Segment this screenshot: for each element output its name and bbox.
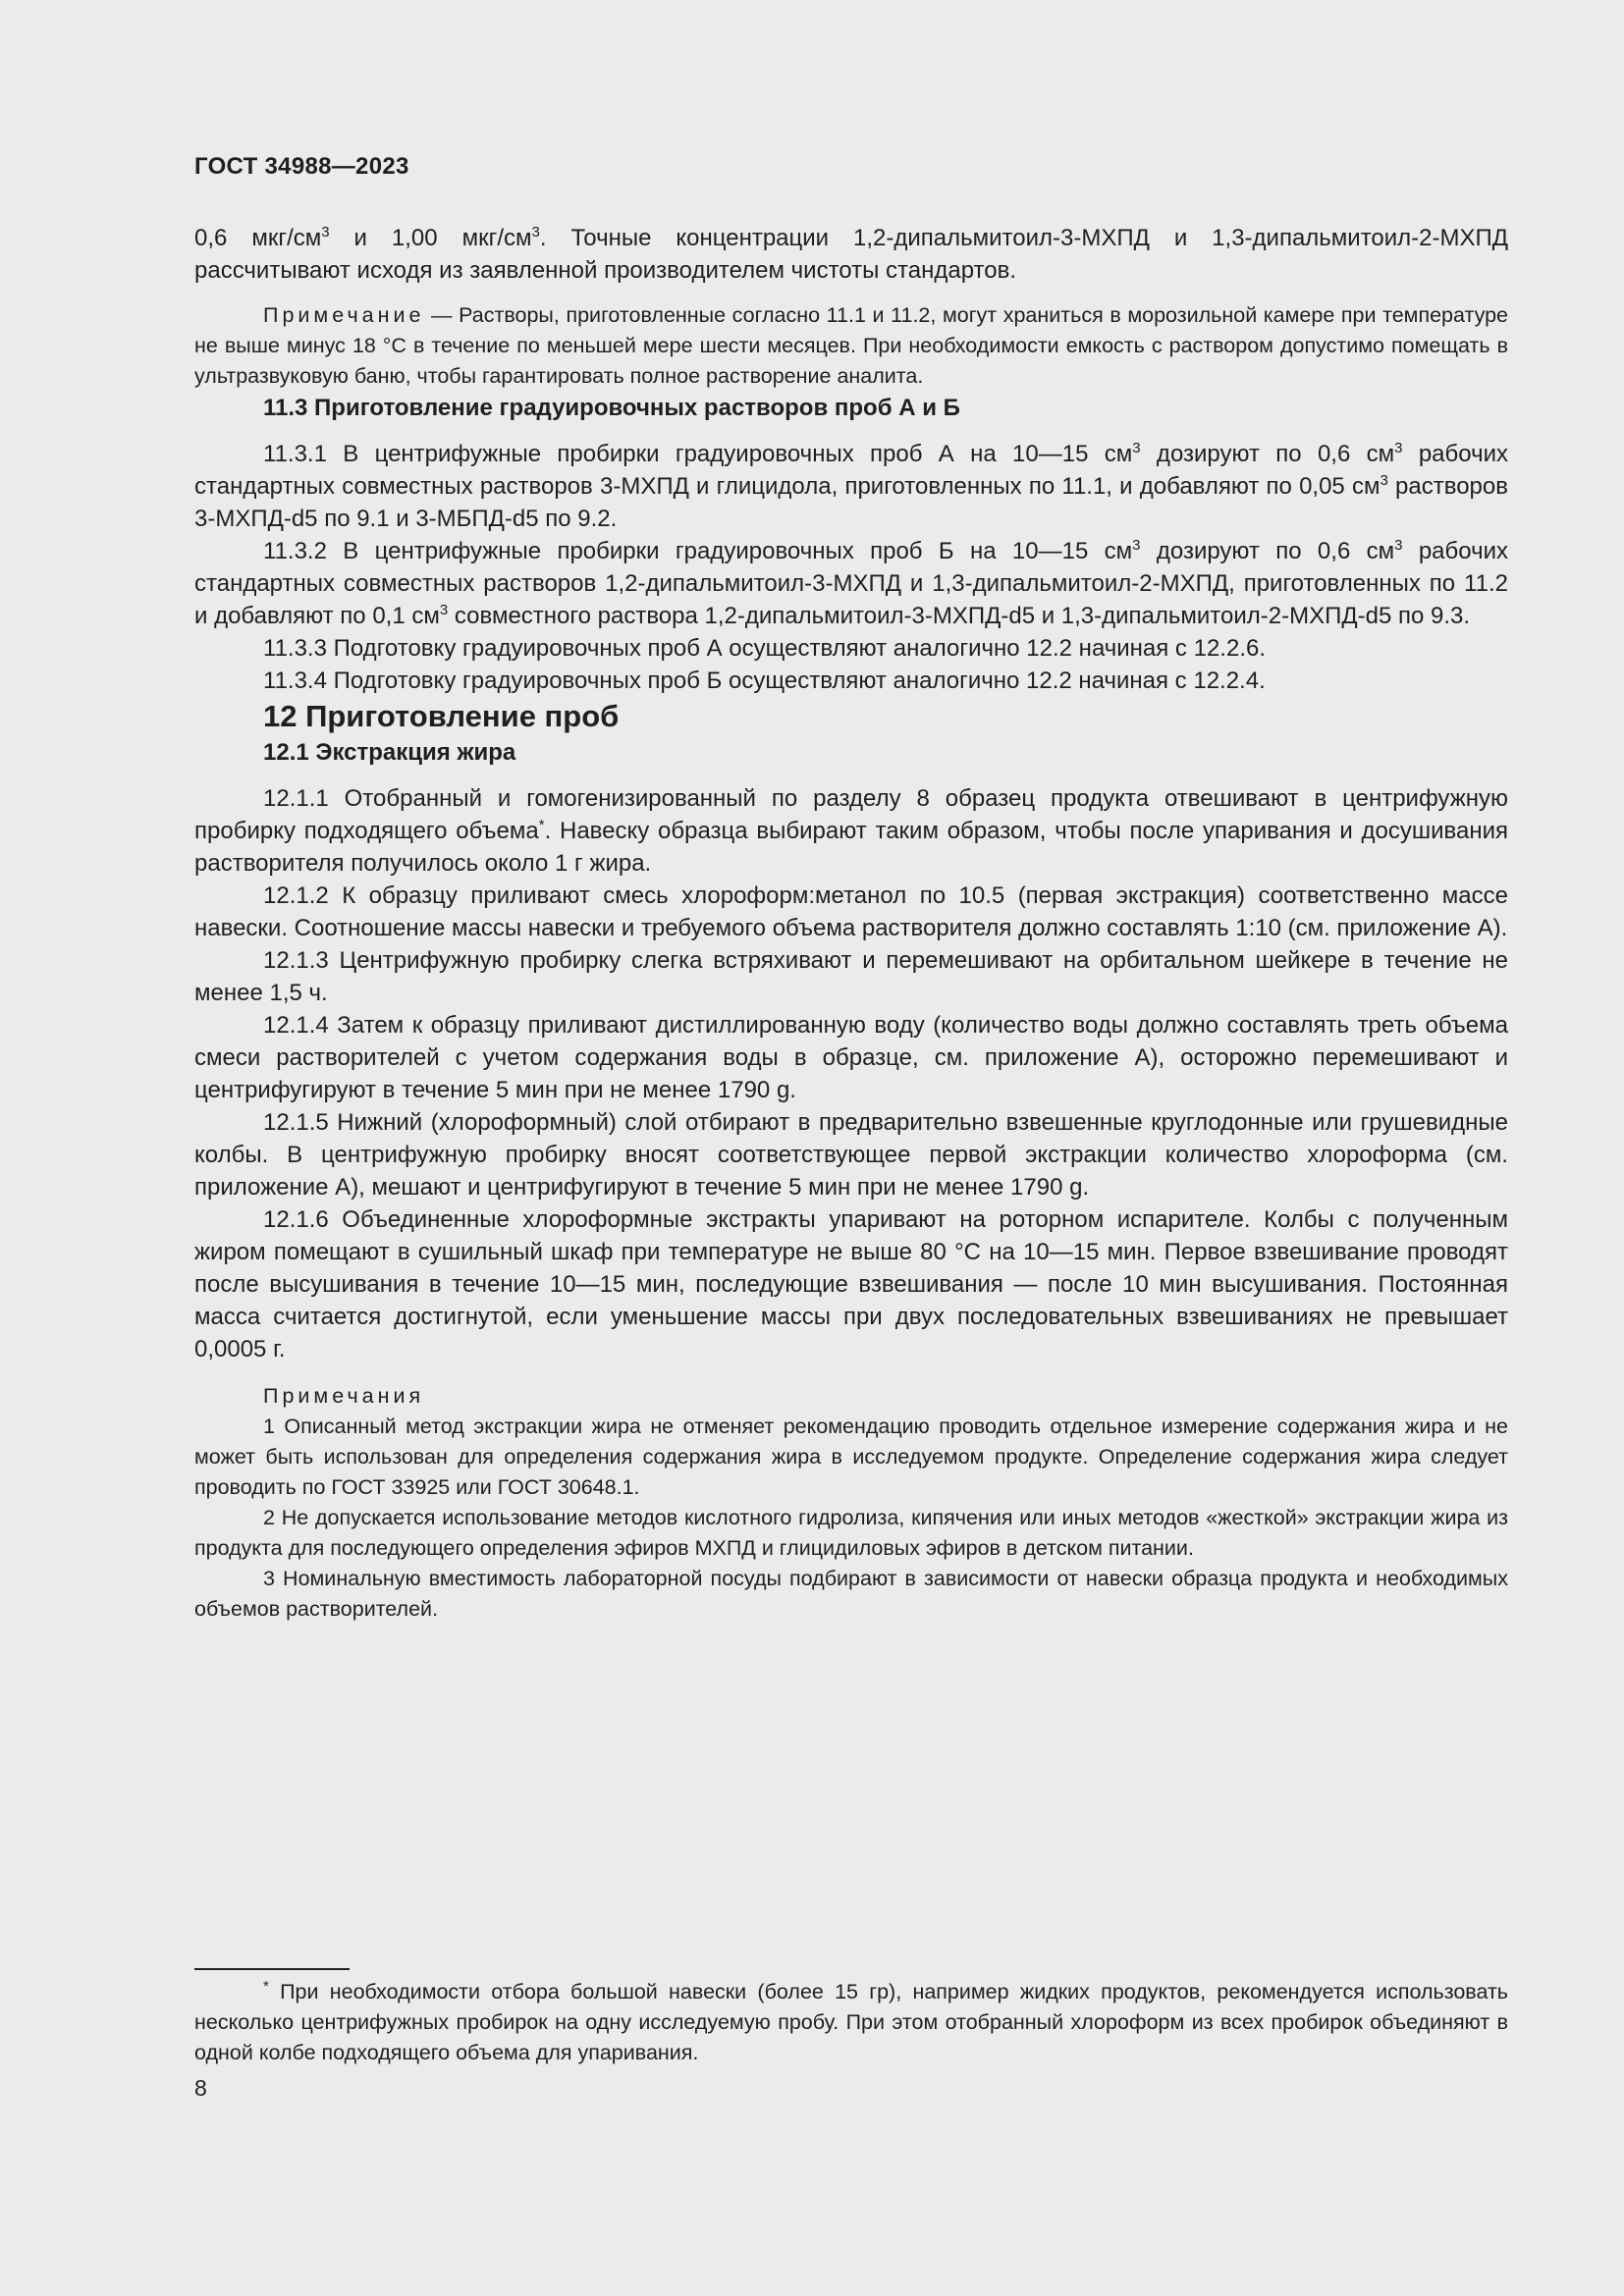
footnote-text: При необходимости отбора большой навески (более 15 гр), например жидких продуктов, рекомендуется использовать несколько центрифужных пробирок на одну исследуемую пробу. При этом отобранный хлороформ из всех пробирок объединяют в одной колбе подходящего объема для упаривания. — [194, 1980, 1508, 2064]
paragraph-12-1-5: 12.1.5 Нижний (хлороформный) слой отбирают в предварительно взвешенные круглодонные или грушевидные колбы. В центрифужную пробирку вносят соответствующее первой экстракции количество хлороформа (см. приложение А), мешают и центрифугируют в течение 5 мин при не менее 1790 g. — [194, 1109, 1508, 1201]
text-run: дозируют по 0,6 см — [1140, 441, 1395, 467]
text-run: дозируют по 0,6 см — [1140, 538, 1395, 564]
note-item-3: 3 Номинальную вместимость лабораторной посуды подбирают в зависимости от навески образца продукта и необходимых объемов растворителей. — [194, 1567, 1508, 1621]
text-run: 11.3.1 В центрифужные пробирки градуировочных проб А на 10—15 см — [263, 441, 1133, 467]
notes-heading — [194, 1381, 1508, 1412]
text-run: совместного раствора 1,2-дипальмитоил-3-МХПД-d5 и 1,3-дипальмитоил-2-МХПД-d5 по 9.3. — [448, 603, 1471, 629]
note-paragraph — [194, 300, 1508, 392]
note-text: — Растворы, приготовленные согласно 11.1 и 11.2, могут храниться в морозильной камере при температуре не выше минус 18 °С в течение по меньшей мере шести месяцев. При необходимости емкость с раствором допустимо помещать в ультразвуковую баню, чтобы гарантировать полное растворение аналита. — [194, 303, 1508, 388]
subsection-heading-11-3: 11.3 Приготовление градуировочных растворов проб А и Б — [263, 395, 960, 421]
paragraph-12-1-1 — [194, 782, 1508, 880]
superscript: 3 — [1132, 440, 1141, 456]
note-label: Примечание — [263, 303, 425, 327]
paragraph-12-1-4: 12.1.4 Затем к образцу приливают дистиллированную воду (количество воды должно составлять треть объема смеси растворителей с учетом содержания воды в образце, см. приложение А), осторожно перемешивают и центрифугируют в течение 5 мин при не менее 1790 g. — [194, 1012, 1508, 1103]
superscript: 3 — [1394, 440, 1403, 456]
text-run: 12.1.1 Отобранный и гомогенизированный по разделу 8 образец продукта отвешивают в центрифужную пробирку подходящего объема — [194, 785, 1508, 844]
paragraph-11-3-2 — [194, 535, 1508, 632]
footnote — [194, 1977, 1508, 2068]
notes-block — [194, 1381, 1508, 1625]
superscript: 3 — [1132, 537, 1141, 554]
section-heading-12: 12 Приготовление проб — [263, 699, 620, 733]
superscript: 3 — [321, 224, 330, 240]
subsection-heading-12-1: 12.1 Экстракция жира — [263, 739, 516, 766]
note-item-2: 2 Не допускается использование методов кислотного гидролиза, кипячения или иных методов «жесткой» экстракции жира из продукта для последующего определения эфиров МХПД и глицидиловых эфиров в детском питании. — [194, 1506, 1508, 1560]
notes-label: Примечания — [263, 1384, 425, 1408]
text-run: растворов 3-МХПД-d5 по 9.1 и 3-МБПД-d5 по 9.2. — [194, 473, 1508, 532]
text-run: и 1,00 мкг/см — [329, 225, 532, 251]
document-page — [194, 0, 1508, 2296]
footnote-mark: * — [263, 1977, 269, 1995]
superscript: 3 — [439, 602, 449, 618]
page-number: 8 — [194, 2075, 207, 2101]
text-run: рабочих стандартных совместных растворов 1,2-дипальмитоил-3-МХПД и 1,3-дипальмитоил-2-МХПД, приготовленных по 11.2 и добавляют по 0,1 см — [194, 538, 1508, 629]
note-item-1: 1 Описанный метод экстракции жира не отменяет рекомендацию проводить отдельное измерение содержания жира и не может быть использован для определения содержания жира в исследуемом продукте. Определение содержания жира следует проводить по ГОСТ 33925 или ГОСТ 30648.1. — [194, 1415, 1508, 1499]
text-run: 0,6 мкг/см — [194, 225, 322, 251]
continued-paragraph — [194, 222, 1508, 287]
paragraph-11-3-1 — [194, 438, 1508, 535]
text-run: рабочих стандартных совместных растворов 3-МХПД и глицидола, приготовленных по 11.1, и добавляют по 0,05 см — [194, 441, 1508, 500]
page-content — [194, 222, 1508, 1625]
superscript: 3 — [1380, 472, 1388, 489]
document-header: ГОСТ 34988—2023 — [194, 153, 409, 180]
paragraph-12-1-2: 12.1.2 К образцу приливают смесь хлороформ:метанол по 10.5 (первая экстракция) соответственно массе навески. Соотношение массы навески и требуемого объема растворителя должно составлять 1:10 (см. приложение А). — [194, 882, 1508, 941]
superscript: 3 — [531, 224, 540, 240]
text-run: 11.3.2 В центрифужные пробирки градуировочных проб Б на 10—15 см — [263, 538, 1133, 564]
footnote-separator — [194, 1968, 350, 1970]
footnote-reference: * — [538, 817, 545, 833]
paragraph-12-1-6: 12.1.6 Объединенные хлороформные экстракты упаривают на роторном испарителе. Колбы с полученным жиром помещают в сушильный шкаф при температуре не выше 80 °С на 10—15 мин. Первое взвешивание проводят после высушивания в течение 10—15 мин, последующие взвешивания — после 10 мин высушивания. Постоянная масса считается достигнутой, если уменьшение массы при двух последовательных взвешиваниях не превышает 0,0005 г. — [194, 1206, 1508, 1362]
subsection-body-12-1 — [194, 782, 1508, 1365]
subsection-body-11-3 — [194, 438, 1508, 697]
text-run: . Точные концентрации 1,2-дипальмитоил-3-МХПД и 1,3-дипальмитоил-2-МХПД рассчитывают исходя из заявленной производителем чистоты стандартов. — [194, 225, 1509, 284]
paragraph-11-3-4: 11.3.4 Подготовку градуировочных проб Б осуществляют аналогично 12.2 начиная с 12.2.4. — [263, 667, 1266, 694]
superscript: 3 — [1394, 537, 1403, 554]
text-run: . Навеску образца выбирают таким образом, чтобы после упаривания и досушивания растворителя получилось около 1 г жира. — [194, 818, 1508, 877]
paragraph-12-1-3: 12.1.3 Центрифужную пробирку слегка встряхивают и перемешивают на орбитальном шейкере в течение не менее 1,5 ч. — [194, 947, 1508, 1006]
paragraph-11-3-3: 11.3.3 Подготовку градуировочных проб А осуществляют аналогично 12.2 начиная с 12.2.6. — [263, 635, 1266, 662]
